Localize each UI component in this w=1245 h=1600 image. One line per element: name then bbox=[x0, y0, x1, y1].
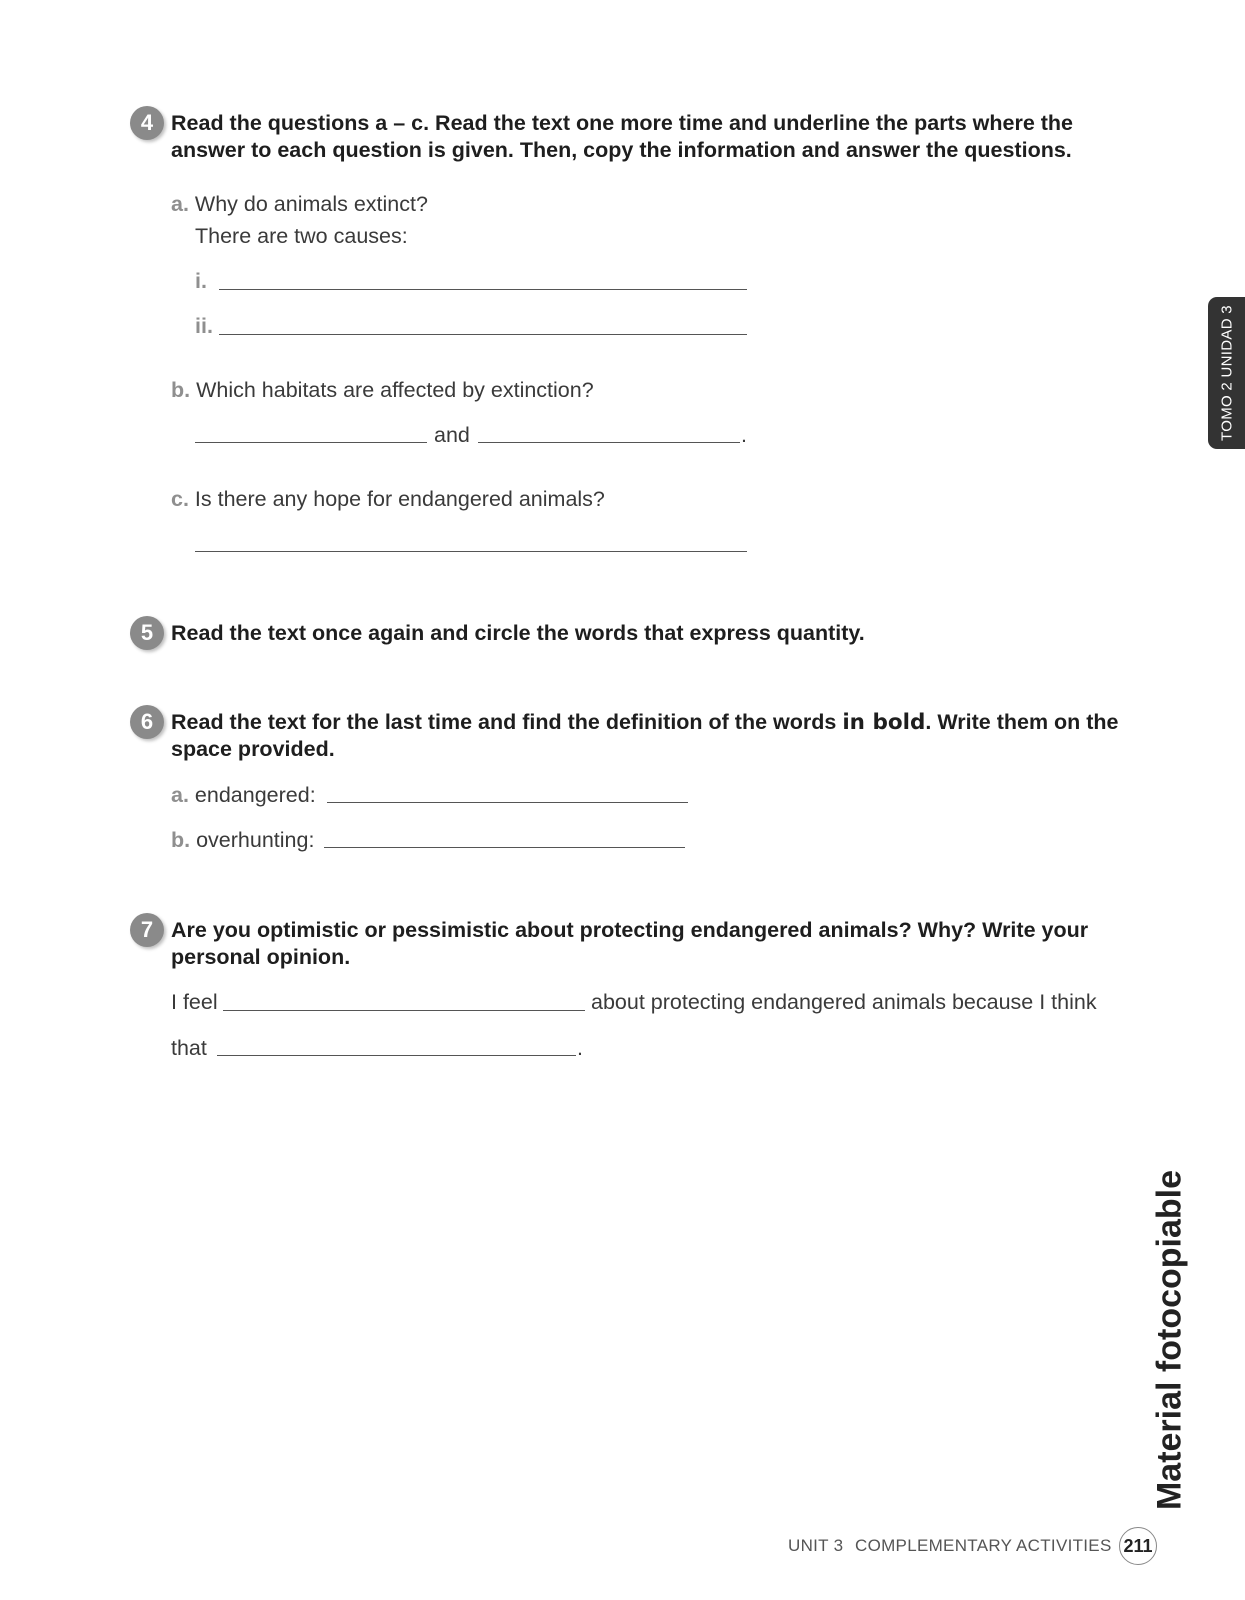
activity-6-badge: 6 bbox=[130, 705, 164, 739]
definition-word: overhunting: bbox=[196, 828, 315, 852]
activity-7-instruction: Are you optimistic or pessimistic about protecting endangered animals? Why? Write your personal opinion. bbox=[171, 918, 1089, 969]
opinion-middle: about protecting endangered animals because I think bbox=[591, 990, 1097, 1014]
opinion-that: that bbox=[171, 1036, 207, 1060]
answer-line-endangered[interactable] bbox=[327, 802, 688, 803]
activity-4-instruction: Read the questions a – c. Read the text one more time and underline the parts where the answer to each question is given. Then, copy the information and answer the questions. bbox=[171, 111, 1074, 162]
opinion-feel: I feel bbox=[171, 990, 218, 1014]
activity-4-badge: 4 bbox=[130, 106, 164, 140]
and-word: and bbox=[434, 423, 470, 447]
definition-word: endangered: bbox=[194, 783, 316, 807]
answer-line-cause-i[interactable] bbox=[219, 289, 747, 290]
answer-line-reason[interactable] bbox=[217, 1055, 576, 1056]
activity-5-badge: 5 bbox=[130, 616, 164, 650]
answer-line-habitat-1[interactable] bbox=[195, 442, 427, 443]
bold-phrase: in bold bbox=[842, 710, 926, 735]
definition-letter: a. bbox=[171, 783, 189, 807]
period: . bbox=[741, 423, 747, 447]
question-4c bbox=[171, 486, 605, 512]
question-4b bbox=[171, 377, 594, 403]
question-4a bbox=[171, 191, 428, 217]
side-tab bbox=[1208, 297, 1245, 449]
page-number: 211 bbox=[1119, 1527, 1157, 1565]
activity-6-instruction bbox=[171, 709, 1131, 763]
instruction-text: Read the text for the last time and find the definition of the words bbox=[171, 710, 843, 734]
definition-a bbox=[171, 782, 316, 808]
footer-unit: UNIT 3 bbox=[788, 1536, 844, 1555]
answer-line-feeling[interactable] bbox=[223, 1010, 585, 1011]
definition-b bbox=[171, 827, 314, 853]
instruction-text-end: . Write them on the space provided. bbox=[171, 710, 1119, 761]
footer-section: COMPLEMENTARY ACTIVITIES bbox=[855, 1536, 1112, 1555]
question-letter: a. bbox=[171, 192, 189, 216]
question-text: Why do animals extinct? bbox=[194, 192, 428, 216]
answer-line-hope[interactable] bbox=[195, 551, 747, 552]
side-tab-label: TOMO 2 UNIDAD 3 bbox=[1218, 305, 1235, 441]
question-letter: b. bbox=[171, 378, 191, 402]
activity-5-instruction: Read the text once again and circle the words that express quantity. bbox=[171, 621, 865, 645]
definition-letter: b. bbox=[171, 828, 191, 852]
photocopiable-text: Material fotocopiable bbox=[1150, 1169, 1189, 1511]
question-letter: c. bbox=[171, 487, 189, 511]
question-4a-sub: There are two causes: bbox=[195, 224, 408, 248]
question-text: Is there any hope for endangered animals? bbox=[194, 487, 605, 511]
activity-7-badge: 7 bbox=[130, 913, 164, 947]
question-text: Which habitats are affected by extinction? bbox=[196, 378, 594, 402]
cause-label-i: i. bbox=[195, 269, 207, 293]
answer-line-cause-ii[interactable] bbox=[219, 334, 747, 335]
answer-line-habitat-2[interactable] bbox=[478, 442, 740, 443]
answer-line-overhunting[interactable] bbox=[324, 847, 685, 848]
period: . bbox=[577, 1036, 583, 1060]
cause-label-ii: ii. bbox=[195, 314, 213, 338]
